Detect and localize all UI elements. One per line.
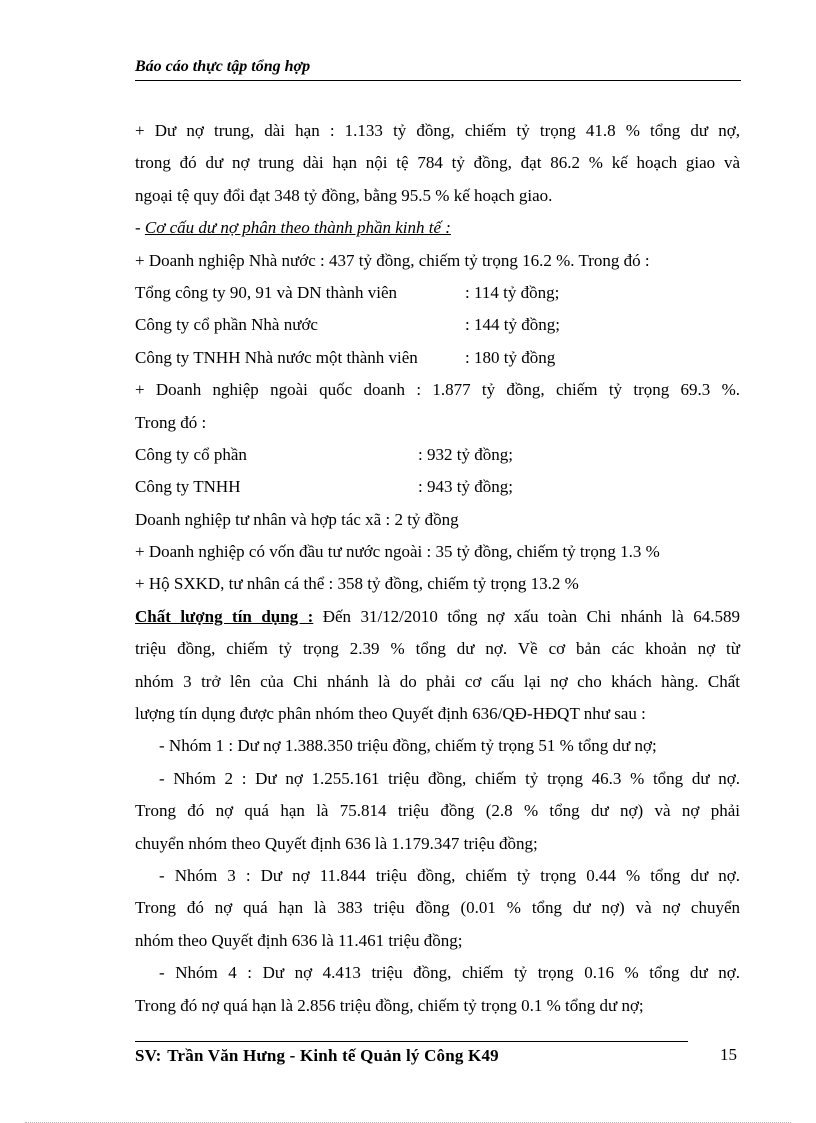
text-line: Trong đó :	[135, 412, 207, 432]
row-value: : 144 tỷ đồng;	[465, 315, 560, 335]
row-label: Công ty cổ phần Nhà nước	[135, 315, 318, 335]
footer-divider	[135, 1041, 688, 1042]
text-line: Trong đó nợ quá hạn là 2.856 triệu đồng, chiếm tỷ trọng 0.1 % tổng dư nợ;	[135, 995, 644, 1015]
credit-quality-heading: Chất lượng tín dụng :	[135, 606, 314, 626]
author-name: Trần Văn Hưng - Kinh tế Quản lý Công K49	[167, 1046, 499, 1065]
text-line: + Doanh nghiệp ngoài quốc doanh : 1.877 tỷ đồng, chiếm tỷ trọng 69.3 %.	[135, 380, 740, 400]
text-line: Trong đó nợ quá hạn là 75.814 triệu đồng (2.8 % tổng dư nợ) và nợ phải	[135, 801, 740, 821]
credit-quality-text: Đến 31/12/2010 tổng nợ xấu toàn Chi nhánh là 64.589	[313, 606, 740, 626]
section-heading-line	[135, 212, 740, 244]
text-line: Trong đó nợ quá hạn là 383 triệu đồng (0.01 % tổng dư nợ) và nợ chuyển	[135, 898, 740, 918]
text-line: lượng tín dụng được phân nhóm theo Quyết định 636/QĐ-HĐQT như sau :	[135, 704, 646, 724]
row-value: : 180 tỷ đồng	[465, 347, 556, 367]
text-line: nhóm 3 trở lên của Chi nhánh là do phải cơ cấu lại nợ cho khách hàng. Chất	[135, 671, 740, 691]
row-value: : 114 tỷ đồng;	[465, 282, 560, 302]
document-body	[135, 115, 740, 1022]
row-label: Công ty TNHH	[135, 477, 241, 497]
row-label: Tổng công ty 90, 91 và DN thành viên	[135, 282, 398, 302]
list-row	[135, 277, 740, 309]
row-value: : 943 tỷ đồng;	[418, 477, 513, 497]
report-title: Báo cáo thực tập tổng hợp	[135, 58, 311, 75]
text-line: triệu đồng, chiếm tỷ trọng 2.39 % tổng dư nợ. Về cơ bản các khoản nợ từ	[135, 639, 740, 659]
text-line: + Doanh nghiệp Nhà nước : 437 tỷ đồng, chiếm tỷ trọng 16.2 %. Trong đó :	[135, 250, 650, 270]
group-line: - Nhóm 4 : Dư nợ 4.413 triệu đồng, chiếm tỷ trọng 0.16 % tổng dư nợ.	[159, 963, 740, 983]
footer-author	[135, 1046, 499, 1066]
dash-prefix: -	[135, 218, 145, 238]
list-row	[135, 309, 740, 341]
text-line: ngoại tệ quy đổi đạt 348 tỷ đồng, bằng 95.5 % kế hoạch giao.	[135, 185, 553, 205]
row-label: Công ty cổ phần	[135, 444, 247, 464]
page-number: 15	[720, 1045, 737, 1064]
row-label: Công ty TNHH Nhà nước một thành viên	[135, 347, 418, 367]
group-line: - Nhóm 1 : Dư nợ 1.388.350 triệu đồng, chiếm tỷ trọng 51 % tổng dư nợ;	[159, 736, 657, 756]
text-line: + Dư nợ trung, dài hạn : 1.133 tỷ đồng, chiếm tỷ trọng 41.8 % tổng dư nợ,	[135, 121, 740, 140]
credit-quality-line	[135, 601, 740, 633]
text-line: nhóm theo Quyết định 636 là 11.461 triệu đồng;	[135, 930, 463, 950]
sv-label: SV:	[135, 1046, 162, 1065]
text-line: + Hộ SXKD, tư nhân cá thể : 358 tỷ đồng, chiếm tỷ trọng 13.2 %	[135, 574, 579, 594]
list-row	[135, 439, 740, 471]
group-line: - Nhóm 2 : Dư nợ 1.255.161 triệu đồng, chiếm tỷ trọng 46.3 % tổng dư nợ.	[159, 768, 740, 788]
page-header	[135, 58, 741, 81]
section-heading: Cơ cấu dư nợ phân theo thành phần kinh tế :	[144, 218, 451, 238]
row-value: : 932 tỷ đồng;	[418, 444, 513, 464]
list-row	[135, 342, 740, 374]
text-line: + Doanh nghiệp có vốn đầu tư nước ngoài : 35 tỷ đồng, chiếm tỷ trọng 1.3 %	[135, 542, 660, 562]
list-row	[135, 471, 740, 503]
text-line: Doanh nghiệp tư nhân và hợp tác xã : 2 tỷ đồng	[135, 509, 459, 529]
text-line: trong đó dư nợ trung dài hạn nội tệ 784 tỷ đồng, đạt 86.2 % kế hoạch giao và	[135, 153, 740, 173]
text-line: chuyển nhóm theo Quyết định 636 là 1.179.347 triệu đồng;	[135, 833, 538, 853]
group-line: - Nhóm 3 : Dư nợ 11.844 triệu đồng, chiếm tỷ trọng 0.44 % tổng dư nợ.	[159, 865, 740, 885]
